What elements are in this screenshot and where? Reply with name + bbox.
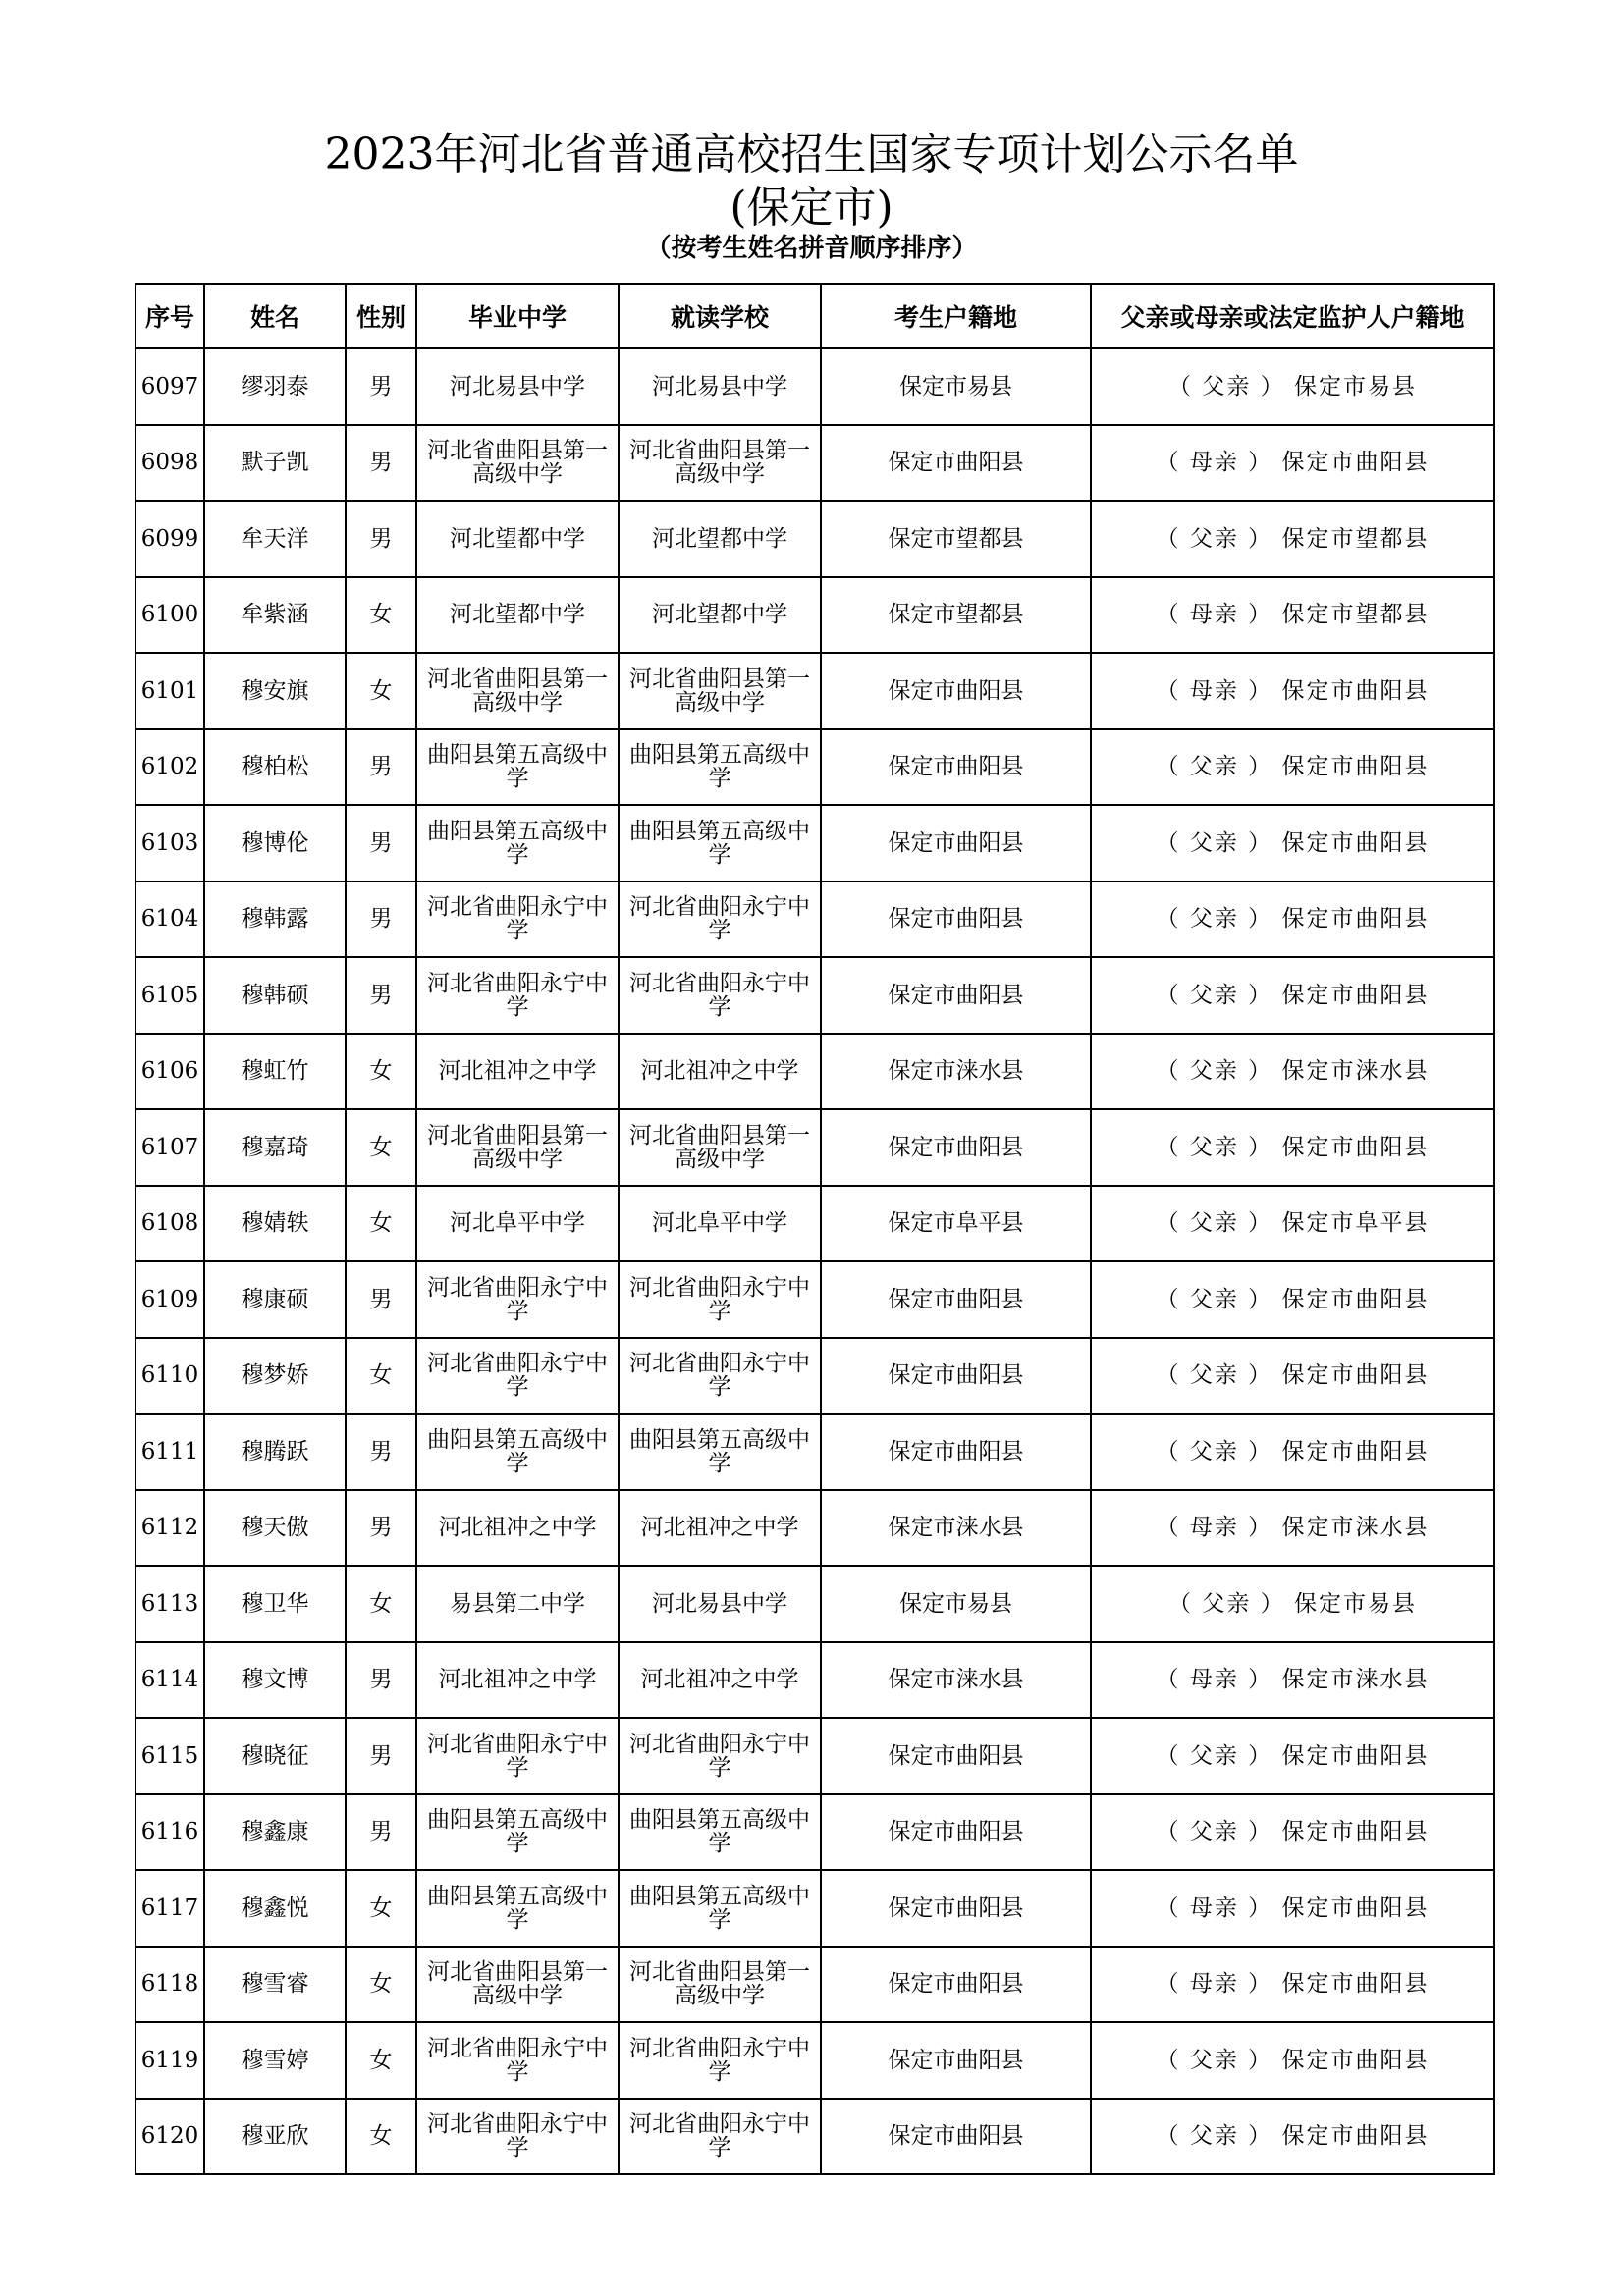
cell-gender: 男 (346, 1490, 416, 1567)
cell-serial: 6103 (135, 805, 204, 881)
cell-residence: 保定市涞水县 (821, 1490, 1091, 1567)
cell-graduation-school: 河北省曲阳县第一高级中学 (416, 653, 619, 729)
cell-graduation-school: 河北省曲阳县第一高级中学 (416, 425, 619, 502)
cell-gender: 男 (346, 881, 416, 958)
cell-graduation-school: 曲阳县第五高级中学 (416, 729, 619, 806)
table-row (135, 1414, 1494, 1490)
cell-current-school: 河北省曲阳永宁中学 (619, 881, 821, 958)
sort-note: （按考生姓名拼音顺序排序） (645, 234, 978, 263)
table-row (135, 348, 1494, 425)
cell-gender: 女 (346, 1034, 416, 1110)
table-row (135, 881, 1494, 958)
cell-current-school: 河北省曲阳永宁中学 (619, 1718, 821, 1794)
cell-gender: 男 (346, 425, 416, 502)
cell-name: 穆安旗 (204, 653, 346, 729)
cell-current-school: 河北省曲阳永宁中学 (619, 957, 821, 1034)
cell-parent-residence: （ 父亲 ） 保定市易县 (1091, 348, 1494, 425)
table-row (135, 1261, 1494, 1338)
table-body (135, 348, 1494, 2174)
cell-name: 穆晓征 (204, 1718, 346, 1794)
cell-current-school: 河北易县中学 (619, 348, 821, 425)
roster-table (135, 283, 1495, 2175)
cell-graduation-school: 河北省曲阳永宁中学 (416, 2099, 619, 2175)
cell-residence: 保定市曲阳县 (821, 805, 1091, 881)
cell-current-school: 河北省曲阳县第一高级中学 (619, 1947, 821, 2023)
cell-gender: 男 (346, 729, 416, 806)
table-row (135, 729, 1494, 806)
page-subtitle: (保定市) (730, 183, 893, 233)
table-row (135, 1034, 1494, 1110)
cell-name: 穆雪婷 (204, 2022, 346, 2099)
cell-serial: 6098 (135, 425, 204, 502)
header-current-school: 就读学校 (619, 284, 821, 348)
cell-serial: 6106 (135, 1034, 204, 1110)
cell-graduation-school: 河北省曲阳永宁中学 (416, 957, 619, 1034)
cell-current-school: 河北省曲阳县第一高级中学 (619, 425, 821, 502)
cell-serial: 6111 (135, 1414, 204, 1490)
cell-gender: 男 (346, 1794, 416, 1871)
cell-residence: 保定市曲阳县 (821, 1109, 1091, 1186)
header-graduation-school: 毕业中学 (416, 284, 619, 348)
cell-serial: 6119 (135, 2022, 204, 2099)
cell-name: 牟天洋 (204, 501, 346, 577)
cell-parent-residence: （ 母亲 ） 保定市望都县 (1091, 577, 1494, 654)
cell-current-school: 河北省曲阳县第一高级中学 (619, 653, 821, 729)
table-row (135, 1109, 1494, 1186)
cell-residence: 保定市曲阳县 (821, 957, 1091, 1034)
table-row (135, 1566, 1494, 1642)
cell-serial: 6102 (135, 729, 204, 806)
cell-current-school: 河北易县中学 (619, 1566, 821, 1642)
cell-graduation-school: 易县第二中学 (416, 1566, 619, 1642)
table-row (135, 1947, 1494, 2023)
cell-graduation-school: 河北望都中学 (416, 501, 619, 577)
cell-serial: 6110 (135, 1338, 204, 1415)
cell-parent-residence: （ 父亲 ） 保定市望都县 (1091, 501, 1494, 577)
cell-serial: 6099 (135, 501, 204, 577)
cell-name: 穆柏松 (204, 729, 346, 806)
cell-serial: 6118 (135, 1947, 204, 2023)
cell-graduation-school: 河北省曲阳永宁中学 (416, 2022, 619, 2099)
cell-graduation-school: 曲阳县第五高级中学 (416, 1870, 619, 1947)
cell-name: 穆天傲 (204, 1490, 346, 1567)
cell-serial: 6117 (135, 1870, 204, 1947)
cell-serial: 6108 (135, 1186, 204, 1262)
cell-gender: 女 (346, 2022, 416, 2099)
cell-graduation-school: 曲阳县第五高级中学 (416, 1414, 619, 1490)
header-name: 姓名 (204, 284, 346, 348)
cell-current-school: 河北望都中学 (619, 501, 821, 577)
table-row (135, 1490, 1494, 1567)
cell-gender: 男 (346, 957, 416, 1034)
cell-current-school: 河北阜平中学 (619, 1186, 821, 1262)
cell-name: 穆博伦 (204, 805, 346, 881)
cell-gender: 男 (346, 501, 416, 577)
cell-serial: 6113 (135, 1566, 204, 1642)
cell-serial: 6104 (135, 881, 204, 958)
cell-name: 穆雪睿 (204, 1947, 346, 2023)
cell-parent-residence: （ 父亲 ） 保定市曲阳县 (1091, 881, 1494, 958)
cell-gender: 男 (346, 1261, 416, 1338)
cell-parent-residence: （ 母亲 ） 保定市曲阳县 (1091, 653, 1494, 729)
cell-gender: 男 (346, 1642, 416, 1719)
cell-serial: 6120 (135, 2099, 204, 2175)
cell-name: 穆亚欣 (204, 2099, 346, 2175)
cell-serial: 6112 (135, 1490, 204, 1567)
cell-name: 穆文博 (204, 1642, 346, 1719)
cell-residence: 保定市曲阳县 (821, 1947, 1091, 2023)
cell-graduation-school: 河北省曲阳县第一高级中学 (416, 1947, 619, 2023)
cell-residence: 保定市涞水县 (821, 1034, 1091, 1110)
cell-parent-residence: （ 母亲 ） 保定市曲阳县 (1091, 1870, 1494, 1947)
cell-parent-residence: （ 父亲 ） 保定市曲阳县 (1091, 2099, 1494, 2175)
cell-graduation-school: 曲阳县第五高级中学 (416, 1794, 619, 1871)
cell-name: 穆婧轶 (204, 1186, 346, 1262)
table-row (135, 2022, 1494, 2099)
cell-graduation-school: 河北省曲阳县第一高级中学 (416, 1109, 619, 1186)
cell-residence: 保定市阜平县 (821, 1186, 1091, 1262)
cell-name: 穆韩硕 (204, 957, 346, 1034)
cell-graduation-school: 河北省曲阳永宁中学 (416, 1718, 619, 1794)
table-row (135, 2099, 1494, 2175)
cell-parent-residence: （ 父亲 ） 保定市阜平县 (1091, 1186, 1494, 1262)
cell-graduation-school: 河北省曲阳永宁中学 (416, 1261, 619, 1338)
cell-name: 穆虹竹 (204, 1034, 346, 1110)
cell-parent-residence: （ 父亲 ） 保定市曲阳县 (1091, 805, 1494, 881)
table-row (135, 1870, 1494, 1947)
cell-current-school: 曲阳县第五高级中学 (619, 1414, 821, 1490)
cell-residence: 保定市望都县 (821, 501, 1091, 577)
cell-parent-residence: （ 父亲 ） 保定市曲阳县 (1091, 1109, 1494, 1186)
header-gender: 性别 (346, 284, 416, 348)
cell-residence: 保定市涞水县 (821, 1642, 1091, 1719)
cell-parent-residence: （ 母亲 ） 保定市曲阳县 (1091, 425, 1494, 502)
cell-serial: 6097 (135, 348, 204, 425)
cell-graduation-school: 河北省曲阳永宁中学 (416, 881, 619, 958)
table-row (135, 1794, 1494, 1871)
cell-name: 穆腾跃 (204, 1414, 346, 1490)
cell-name: 默子凯 (204, 425, 346, 502)
cell-graduation-school: 曲阳县第五高级中学 (416, 805, 619, 881)
cell-current-school: 曲阳县第五高级中学 (619, 805, 821, 881)
cell-residence: 保定市曲阳县 (821, 1718, 1091, 1794)
cell-name: 穆鑫悦 (204, 1870, 346, 1947)
cell-serial: 6114 (135, 1642, 204, 1719)
cell-residence: 保定市易县 (821, 348, 1091, 425)
cell-residence: 保定市曲阳县 (821, 425, 1091, 502)
table-row (135, 957, 1494, 1034)
table-header-row (135, 284, 1494, 348)
cell-parent-residence: （ 母亲 ） 保定市涞水县 (1091, 1490, 1494, 1567)
cell-gender: 男 (346, 805, 416, 881)
cell-graduation-school: 河北望都中学 (416, 577, 619, 654)
cell-gender: 男 (346, 348, 416, 425)
cell-current-school: 曲阳县第五高级中学 (619, 1870, 821, 1947)
cell-residence: 保定市曲阳县 (821, 1414, 1091, 1490)
cell-gender: 男 (346, 1718, 416, 1794)
cell-name: 穆嘉琦 (204, 1109, 346, 1186)
cell-graduation-school: 河北祖冲之中学 (416, 1642, 619, 1719)
table-row (135, 425, 1494, 502)
cell-serial: 6115 (135, 1718, 204, 1794)
cell-gender: 女 (346, 1870, 416, 1947)
cell-parent-residence: （ 父亲 ） 保定市曲阳县 (1091, 1261, 1494, 1338)
header-serial: 序号 (135, 284, 204, 348)
cell-current-school: 河北祖冲之中学 (619, 1642, 821, 1719)
table-row (135, 1642, 1494, 1719)
cell-residence: 保定市曲阳县 (821, 1870, 1091, 1947)
cell-current-school: 河北省曲阳县第一高级中学 (619, 1109, 821, 1186)
cell-serial: 6109 (135, 1261, 204, 1338)
table-row (135, 577, 1494, 654)
cell-gender: 女 (346, 1947, 416, 2023)
cell-graduation-school: 河北阜平中学 (416, 1186, 619, 1262)
cell-parent-residence: （ 父亲 ） 保定市曲阳县 (1091, 2022, 1494, 2099)
table-row (135, 805, 1494, 881)
cell-residence: 保定市易县 (821, 1566, 1091, 1642)
header-residence: 考生户籍地 (821, 284, 1091, 348)
cell-parent-residence: （ 父亲 ） 保定市曲阳县 (1091, 729, 1494, 806)
cell-parent-residence: （ 父亲 ） 保定市曲阳县 (1091, 1414, 1494, 1490)
cell-parent-residence: （ 母亲 ） 保定市涞水县 (1091, 1642, 1494, 1719)
cell-parent-residence: （ 父亲 ） 保定市曲阳县 (1091, 1718, 1494, 1794)
cell-residence: 保定市曲阳县 (821, 881, 1091, 958)
cell-current-school: 河北省曲阳永宁中学 (619, 2099, 821, 2175)
cell-gender: 女 (346, 1566, 416, 1642)
cell-name: 牟紫涵 (204, 577, 346, 654)
cell-gender: 女 (346, 1109, 416, 1186)
cell-residence: 保定市曲阳县 (821, 1261, 1091, 1338)
table-row (135, 1338, 1494, 1415)
cell-name: 穆韩露 (204, 881, 346, 958)
cell-residence: 保定市曲阳县 (821, 653, 1091, 729)
cell-serial: 6116 (135, 1794, 204, 1871)
cell-current-school: 河北省曲阳永宁中学 (619, 2022, 821, 2099)
cell-serial: 6105 (135, 957, 204, 1034)
cell-parent-residence: （ 父亲 ） 保定市曲阳县 (1091, 1338, 1494, 1415)
cell-current-school: 河北祖冲之中学 (619, 1034, 821, 1110)
cell-name: 穆梦娇 (204, 1338, 346, 1415)
cell-graduation-school: 河北祖冲之中学 (416, 1034, 619, 1110)
cell-graduation-school: 河北祖冲之中学 (416, 1490, 619, 1567)
cell-name: 穆康硕 (204, 1261, 346, 1338)
cell-parent-residence: （ 母亲 ） 保定市曲阳县 (1091, 1947, 1494, 2023)
cell-current-school: 河北省曲阳永宁中学 (619, 1261, 821, 1338)
cell-gender: 男 (346, 1414, 416, 1490)
cell-graduation-school: 河北易县中学 (416, 348, 619, 425)
cell-residence: 保定市曲阳县 (821, 1794, 1091, 1871)
cell-current-school: 曲阳县第五高级中学 (619, 1794, 821, 1871)
cell-parent-residence: （ 父亲 ） 保定市曲阳县 (1091, 957, 1494, 1034)
cell-serial: 6101 (135, 653, 204, 729)
header-parent-residence: 父亲或母亲或法定监护人户籍地 (1091, 284, 1494, 348)
cell-gender: 女 (346, 577, 416, 654)
cell-gender: 女 (346, 653, 416, 729)
cell-current-school: 河北祖冲之中学 (619, 1490, 821, 1567)
cell-residence: 保定市曲阳县 (821, 729, 1091, 806)
cell-gender: 女 (346, 1186, 416, 1262)
cell-serial: 6107 (135, 1109, 204, 1186)
table-row (135, 501, 1494, 577)
cell-name: 穆卫华 (204, 1566, 346, 1642)
cell-residence: 保定市曲阳县 (821, 2022, 1091, 2099)
cell-graduation-school: 河北省曲阳永宁中学 (416, 1338, 619, 1415)
cell-parent-residence: （ 父亲 ） 保定市涞水县 (1091, 1034, 1494, 1110)
cell-residence: 保定市曲阳县 (821, 1338, 1091, 1415)
table-row (135, 1718, 1494, 1794)
cell-current-school: 河北省曲阳永宁中学 (619, 1338, 821, 1415)
cell-current-school: 曲阳县第五高级中学 (619, 729, 821, 806)
cell-parent-residence: （ 父亲 ） 保定市曲阳县 (1091, 1794, 1494, 1871)
table-row (135, 1186, 1494, 1262)
cell-parent-residence: （ 父亲 ） 保定市易县 (1091, 1566, 1494, 1642)
cell-residence: 保定市曲阳县 (821, 2099, 1091, 2175)
cell-gender: 女 (346, 2099, 416, 2175)
page-title: 2023年河北省普通高校招生国家专项计划公示名单 (324, 130, 1299, 180)
table-row (135, 653, 1494, 729)
cell-residence: 保定市望都县 (821, 577, 1091, 654)
cell-gender: 女 (346, 1338, 416, 1415)
cell-name: 穆鑫康 (204, 1794, 346, 1871)
cell-current-school: 河北望都中学 (619, 577, 821, 654)
cell-serial: 6100 (135, 577, 204, 654)
cell-name: 缪羽泰 (204, 348, 346, 425)
